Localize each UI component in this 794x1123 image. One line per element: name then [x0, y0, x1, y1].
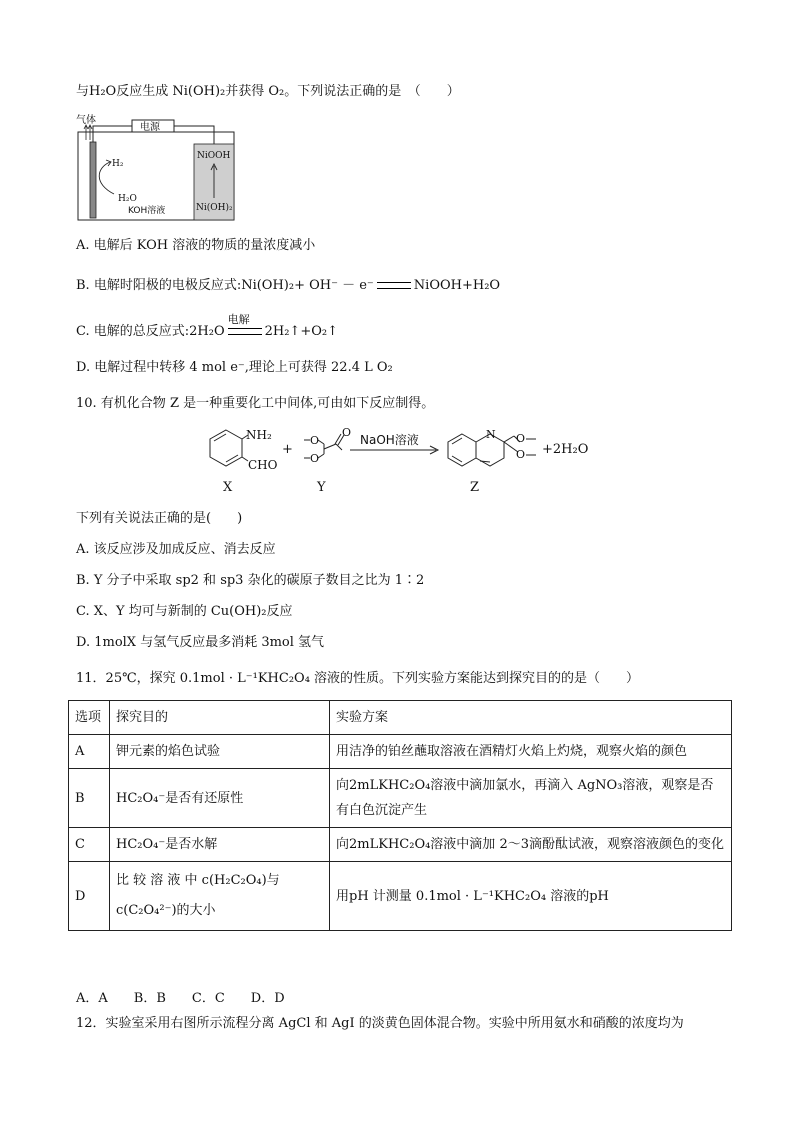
z-n-atom: N	[486, 428, 496, 441]
table-row	[69, 862, 732, 931]
q9-option-c	[76, 313, 338, 341]
row-plan: 用pH 计测量 0.1mol · L⁻¹KHC₂O₄ 溶液的pH	[330, 862, 732, 931]
h2o-label: H₂O	[118, 194, 137, 204]
q10-question: 下列有关说法正确的是( )	[76, 511, 243, 526]
y-o-top: O	[310, 434, 320, 447]
row-purpose: HC₂O₄⁻是否水解	[110, 828, 330, 862]
equals-sign	[377, 282, 411, 289]
label-x: X	[223, 480, 233, 495]
header-plan: 实验方案	[330, 701, 732, 735]
x-cho: CHO	[248, 458, 278, 472]
label-z: Z	[470, 480, 480, 495]
nioh2-label: Ni(OH)₂	[196, 203, 233, 213]
row-purpose: 比 较 溶 液 中 c(H₂C₂O₄)与 c(C₂O₄²⁻)的大小	[110, 862, 330, 931]
q9-option-c-rhs: 2H₂↑+O₂↑	[264, 324, 338, 339]
x-nh2: NH₂	[246, 428, 272, 442]
h2-label: H₂	[112, 159, 124, 169]
q11-table	[68, 700, 732, 931]
z-o-bottom: O	[516, 448, 526, 461]
q10-option-c: C. X、Y 均可与新制的 Cu(OH)₂反应	[76, 604, 293, 619]
table-header-row	[69, 701, 732, 735]
z-water: +2H₂O	[542, 442, 589, 457]
q10-option-d: D. 1molX 与氢气反应最多消耗 3mol 氢气	[76, 635, 325, 650]
q9-option-a: A. 电解后 KOH 溶液的物质的量浓度减小	[76, 238, 316, 253]
gas-label: 气体	[76, 115, 96, 126]
power-label: 电源	[140, 122, 160, 133]
row-plan: 用洁净的铂丝蘸取溶液在酒精灯火焰上灼烧，观察火焰的颜色	[330, 735, 732, 769]
q10-option-b: B. Y 分子中采取 sp2 和 sp3 杂化的碳原子数目之比为 1∶2	[76, 573, 425, 588]
q12-stem: 12．实验室采用右图所示流程分离 AgCl 和 AgI 的淡黄色固体混合物。实验中所用氨水和硝酸的浓度均为	[76, 1016, 684, 1031]
equals-sign	[227, 313, 262, 335]
row-option: A	[69, 735, 110, 769]
row-option: D	[69, 862, 110, 931]
z-o-top: O	[516, 432, 526, 445]
table-row	[69, 769, 732, 828]
row-plan: 向2mLKHC₂O₄溶液中滴加氯水，再滴入 AgNO₃溶液，观察是否有白色沉淀产生	[330, 769, 732, 828]
table-row	[69, 735, 732, 769]
row-purpose: HC₂O₄⁻是否有还原性	[110, 769, 330, 828]
plus-sign: +	[282, 442, 293, 457]
q10-option-a: A. 该反应涉及加成反应、消去反应	[76, 542, 276, 557]
electrolysis-condition: 电解	[227, 313, 250, 326]
table-row	[69, 828, 732, 862]
koh-label: KOH溶液	[128, 206, 166, 216]
y-o-bottom: O	[310, 452, 320, 465]
label-y: Y	[317, 480, 326, 495]
row-option: B	[69, 769, 110, 828]
q9-option-b-lhs: B. 电解时阳极的电极反应式:Ni(OH)₂+ OH⁻ － e⁻	[76, 278, 374, 293]
q9-option-b	[76, 277, 500, 295]
q11-stem: 11．25℃，探究 0.1mol · L⁻¹KHC₂O₄ 溶液的性质。下列实验方案能达到探究目的的是（ ）	[76, 671, 640, 686]
row-option: C	[69, 828, 110, 862]
reaction-condition: NaOH溶液	[360, 433, 419, 447]
header-purpose: 探究目的	[110, 701, 330, 735]
q11-answers: A．A B．B C．C D．D	[76, 991, 285, 1006]
y-o-carbonyl: O	[342, 426, 352, 439]
niooh-label: NiOOH	[197, 151, 231, 161]
header-option: 选项	[69, 701, 110, 735]
q10-stem: 10. 有机化合物 Z 是一种重要化工中间体,可由如下反应制得。	[76, 396, 435, 411]
row-plan: 向2mLKHC₂O₄溶液中滴加 2～3滴酚酞试液，观察溶液颜色的变化	[330, 828, 732, 862]
q9-option-d: D. 电解过程中转移 4 mol e⁻,理论上可获得 22.4 L O₂	[76, 360, 393, 375]
q9-option-b-rhs: NiOOH+H₂O	[413, 278, 501, 293]
q9-intro: 与H₂O反应生成 Ni(OH)₂并获得 O₂。下列说法正确的是 （ ）	[76, 84, 460, 99]
q9-option-c-lhs: C. 电解的总反应式:2H₂O	[76, 324, 225, 339]
row-purpose: 钾元素的焰色试验	[110, 735, 330, 769]
